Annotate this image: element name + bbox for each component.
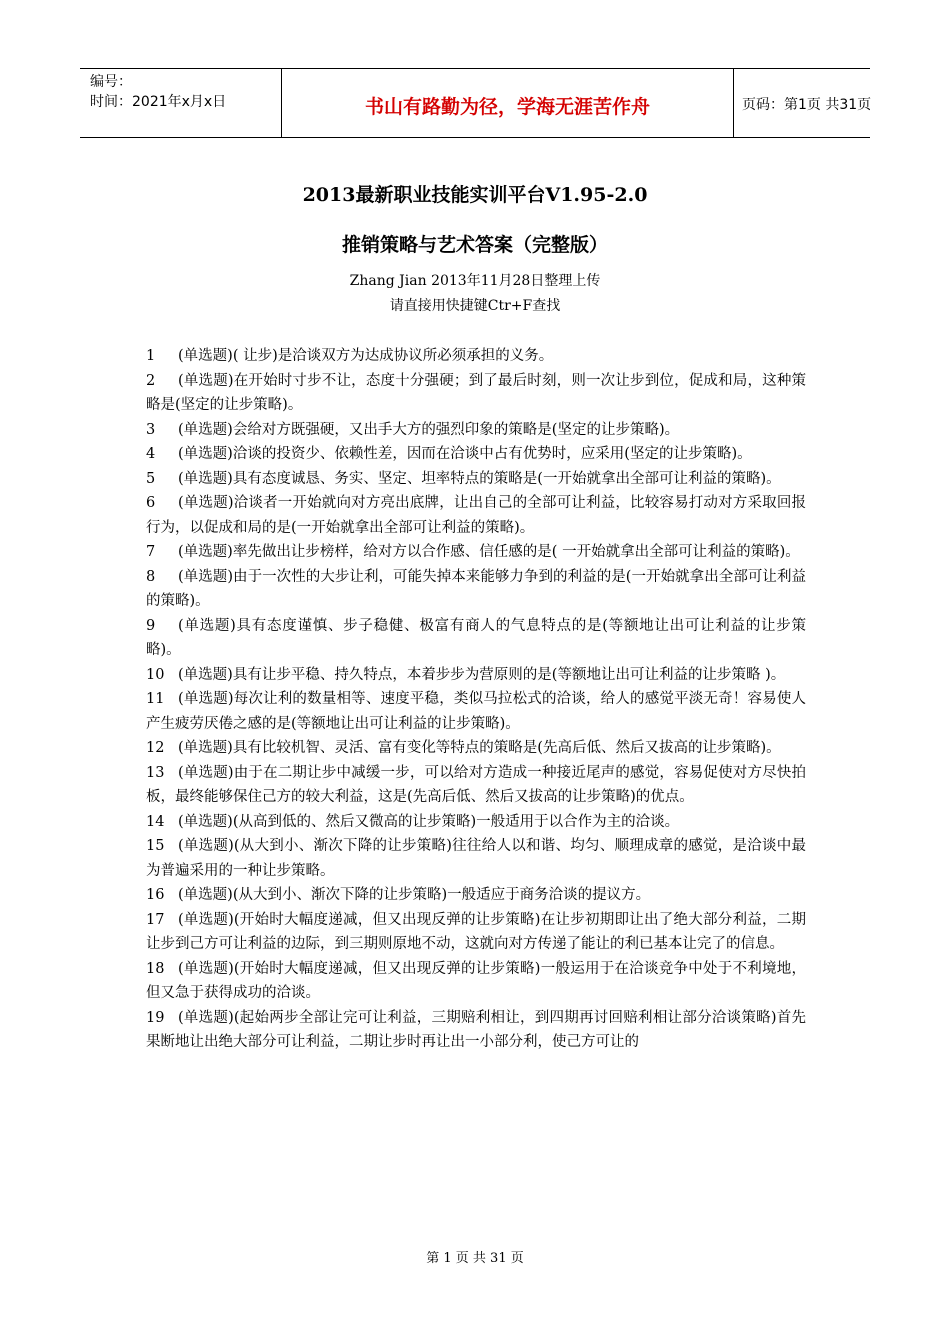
question-number: 8 bbox=[146, 568, 156, 585]
question-number: 3 bbox=[146, 421, 156, 438]
question-number: 15 bbox=[146, 838, 165, 854]
question-item bbox=[146, 687, 806, 736]
question-text: (单选题)由于在二期让步中减缓一步，可以给对方造成一种接近尾声的感觉，容易促使对方尽快拍板，最终能够保住己方的较大利益，这是(先高后低、然后又拔高的让步策略)的优点。 bbox=[146, 764, 806, 805]
question-item bbox=[146, 565, 806, 614]
question-text: (单选题)在开始时寸步不让，态度十分强硬；到了最后时刻，则一次让步到位，促成和局，这种策略是(坚定的让步策略)。 bbox=[146, 372, 806, 413]
document-time-label: 时间：2021年x月x日 bbox=[90, 94, 227, 110]
question-number: 19 bbox=[146, 1009, 165, 1026]
question-text: (单选题)洽谈的投资少、依赖性差，因而在洽谈中占有优势时，应采用(坚定的让步策略)。 bbox=[178, 446, 752, 462]
question-text: (单选题)(开始时大幅度递减，但又出现反弹的让步策略)一般运用于在洽谈竞争中处于不利境地，但又急于获得成功的洽谈。 bbox=[146, 960, 806, 1001]
question-item bbox=[146, 957, 806, 1006]
question-item bbox=[146, 883, 806, 908]
question-text: (单选题)具有比较机智、灵活、富有变化等特点的策略是(先高后低、然后又拔高的让步策略)。 bbox=[178, 740, 781, 756]
document-title: 2013最新职业技能实训平台V1.95-2.0 bbox=[302, 184, 648, 206]
question-number: 17 bbox=[146, 911, 165, 928]
question-item bbox=[146, 834, 806, 883]
question-number: 4 bbox=[146, 446, 156, 462]
question-text: (单选题)率先做出让步榜样，给对方以合作感、信任感的是( 一开始就拿出全部可让利益的策略)。 bbox=[178, 544, 800, 560]
question-number: 7 bbox=[146, 544, 156, 560]
document-number-label: 编号： bbox=[90, 74, 132, 90]
question-text: (单选题)(从高到低的、然后又微高的让步策略)一般适用于以合作为主的洽谈。 bbox=[178, 813, 680, 830]
page-footer: 第 1 页 共 31 页 bbox=[426, 1251, 524, 1266]
question-number: 5 bbox=[146, 470, 156, 487]
question-item bbox=[146, 344, 806, 369]
question-number: 16 bbox=[146, 887, 165, 903]
question-number: 14 bbox=[146, 813, 165, 830]
header-meta bbox=[80, 69, 282, 137]
question-text: (单选题)具有态度诚恳、务实、坚定、坦率特点的策略是(一开始就拿出全部可让利益的策略)。 bbox=[178, 470, 781, 487]
question-number: 12 bbox=[146, 740, 165, 756]
question-item bbox=[146, 614, 806, 663]
question-item bbox=[146, 736, 806, 761]
page-header bbox=[80, 68, 870, 138]
question-list bbox=[146, 344, 806, 1055]
question-item bbox=[146, 908, 806, 957]
question-number: 9 bbox=[146, 617, 156, 634]
question-item bbox=[146, 467, 806, 492]
header-motto: 书山有路勤为径，学海无涯苦作舟 bbox=[282, 69, 734, 137]
question-item bbox=[146, 1006, 806, 1055]
question-text: (单选题)洽谈者一开始就向对方亮出底牌，让出自己的全部可让利益，比较容易打动对方采取回报行为，以促成和局的是(一开始就拿出全部可让利益的策略)。 bbox=[146, 495, 806, 536]
question-item bbox=[146, 663, 806, 688]
question-text: (单选题)( 让步)是洽谈双方为达成协议所必须承担的义务。 bbox=[178, 348, 554, 364]
question-text: (单选题)每次让利的数量相等、速度平稳，类似马拉松式的洽谈，给人的感觉平淡无奇！容易使人产生疲劳厌倦之感的是(等额地让出可让利益的让步策略)。 bbox=[146, 691, 806, 732]
question-number: 6 bbox=[146, 495, 156, 511]
question-text: (单选题)具有态度谨慎、步子稳健、极富有商人的气息特点的是(等额地让出可让利益的让步策略)。 bbox=[146, 617, 806, 658]
question-item bbox=[146, 418, 806, 443]
question-item bbox=[146, 369, 806, 418]
question-item bbox=[146, 810, 806, 835]
question-text: (单选题)(开始时大幅度递减，但又出现反弹的让步策略)在让步初期即让出了绝大部分利益，二期让步到己方可让利益的边际，到三期则原地不动，这就向对方传递了能让的利已基本让完了的信息。 bbox=[146, 911, 806, 952]
question-text: (单选题)(起始两步全部让完可让利益，三期赔利相让，到四期再讨回赔利相让部分洽谈策略)首先果断地让出绝大部分可让利益，二期让步时再让出一小部分利，使己方可让的 bbox=[146, 1009, 806, 1050]
question-text: (单选题)(从大到小、渐次下降的让步策略)一般适应于商务洽谈的提议方。 bbox=[178, 887, 651, 903]
question-text: (单选题)(从大到小、渐次下降的让步策略)往往给人以和谐、均匀、顺理成章的感觉，是洽谈中最为普遍采用的一种让步策略。 bbox=[146, 838, 806, 879]
header-page-info: 页码：第1页 共31页 bbox=[742, 97, 872, 113]
author-line: Zhang Jian 2013年11月28日整理上传 bbox=[349, 273, 601, 289]
search-hint-line: 请直接用快捷键Ctr+F查找 bbox=[389, 298, 561, 314]
question-item bbox=[146, 540, 806, 565]
question-number: 10 bbox=[146, 666, 165, 683]
question-item bbox=[146, 442, 806, 467]
question-number: 13 bbox=[146, 764, 165, 781]
question-item bbox=[146, 761, 806, 810]
question-text: (单选题)由于一次性的大步让利，可能失掉本来能够力争到的利益的是(一开始就拿出全部可让利益的策略)。 bbox=[146, 568, 806, 609]
question-number: 2 bbox=[146, 372, 156, 389]
question-item bbox=[146, 491, 806, 540]
question-number: 11 bbox=[146, 691, 165, 707]
document-subtitle: 推销策略与艺术答案（完整版） bbox=[341, 234, 608, 256]
question-text: (单选题)会给对方既强硬，又出手大方的强烈印象的策略是(坚定的让步策略)。 bbox=[178, 421, 680, 438]
question-number: 18 bbox=[146, 960, 165, 977]
question-number: 1 bbox=[146, 348, 156, 364]
question-text: (单选题)具有让步平稳、持久特点，本着步步为营原则的是(等额地让出可让利益的让步策略 )。 bbox=[178, 666, 786, 683]
